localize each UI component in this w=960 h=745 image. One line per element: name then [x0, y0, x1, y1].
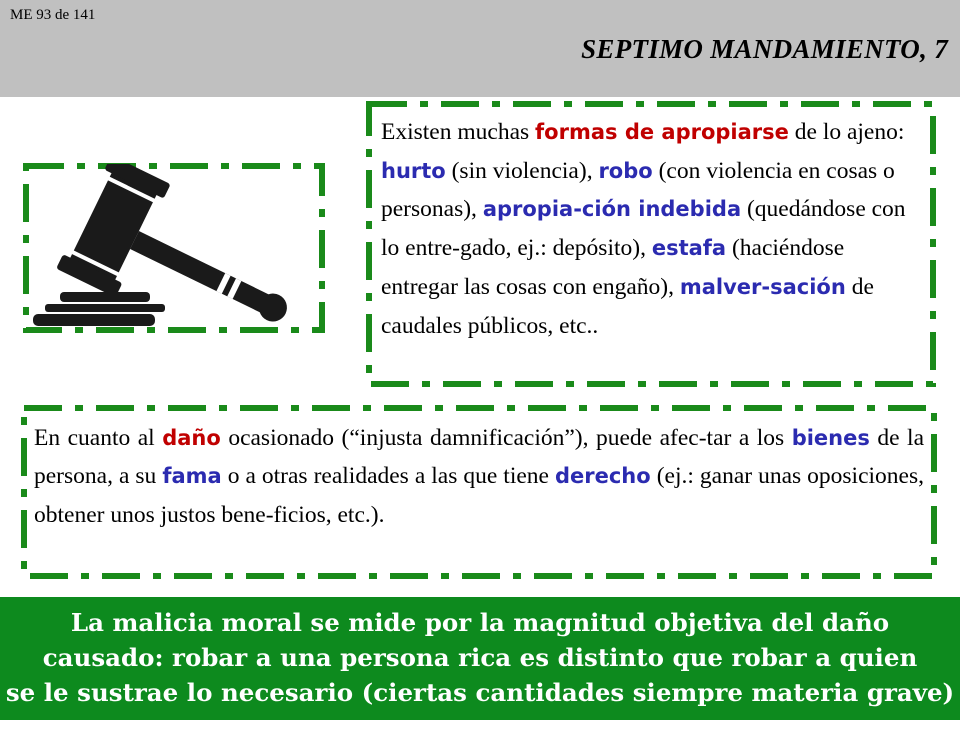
keyword-blue: derecho — [554, 464, 651, 489]
text-run: o a otras realidades a las que tiene — [221, 463, 555, 490]
page-counter: ME 93 de 141 — [10, 7, 96, 23]
text-run: (sin violencia), — [445, 157, 599, 184]
text-run: En cuanto al — [34, 425, 163, 451]
text-run: Existen muchas — [381, 119, 536, 145]
text-run: (haciéndose entregar las cosas con engaño), — [381, 235, 845, 300]
keyword-blue: robo — [598, 158, 653, 183]
keyword-red: formas de apropiarse — [535, 120, 789, 144]
keyword-blue: bienes — [791, 426, 870, 450]
text-run: de lo ajeno: — [788, 119, 905, 145]
footer-text — [0, 605, 960, 745]
keyword-blue: hurto — [381, 158, 446, 183]
keyword-blue: estafa — [651, 236, 727, 261]
gavel-icon — [25, 164, 325, 334]
text-run: (quedándose con lo entre-gado, ej.: depósito), — [381, 196, 906, 262]
text-run: ocasionado (“injusta damnificación”), puede afec-tar a los — [220, 425, 792, 451]
keyword-red: daño — [162, 426, 221, 450]
paragraph-damage — [34, 419, 924, 534]
footer-line-2: causado: robar a una persona rica es distinto que robar a quien — [42, 643, 918, 672]
keyword-blue: malver-sación — [679, 274, 846, 299]
footer-line-1: La malicia moral se mide por la magnitud objetiva del daño — [70, 608, 890, 637]
text-run: (ej.: ganar unas oposiciones, obtener unos justos bene-ficios, etc.). — [34, 463, 924, 528]
text-run: de caudales públicos, etc.. — [381, 273, 874, 339]
paragraph-forms-of-theft — [381, 113, 926, 345]
text-run: (con violencia en cosas o personas), — [381, 157, 895, 223]
footer-line-3: se le sustrae lo necesario (ciertas cantidades siempre materia grave) . — [5, 678, 955, 742]
keyword-blue: apropia-ción indebida — [482, 197, 742, 222]
text-run: de la persona, a su — [34, 425, 924, 490]
keyword-blue: fama — [162, 464, 222, 489]
slide-title: SEPTIMO MANDAMIENTO, 7 — [581, 34, 948, 64]
